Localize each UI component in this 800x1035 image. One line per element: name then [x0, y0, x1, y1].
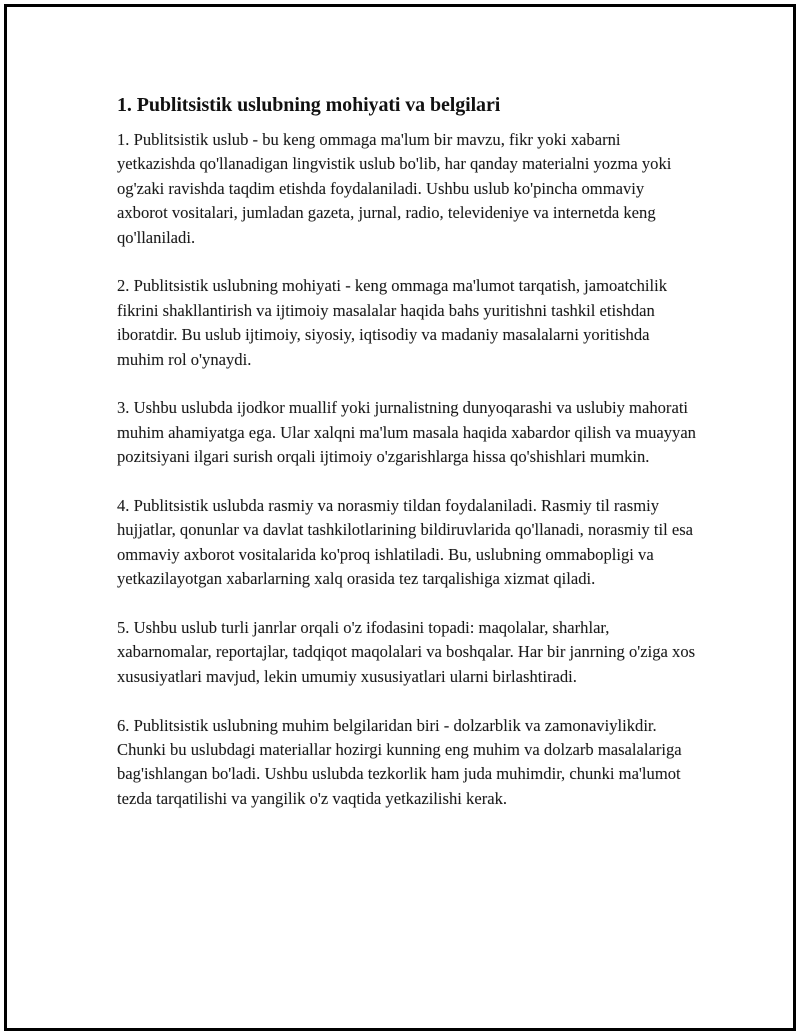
- paragraph-6: 6. Publitsistik uslubning muhim belgilaridan biri - dolzarblik va zamonaviylikdir. Chunki bu uslubdagi materiallar hozirgi kunning eng muhim va dolzarb masalalariga bag'ishlangan bo'ladi. Ushbu uslubda tezkorlik ham juda muhimdir, chunki ma'lumot tezda tarqatilishi va yangilik o'z vaqtida yetkazilishi kerak.: [117, 715, 682, 808]
- paragraph-4: 4. Publitsistik uslubda rasmiy va norasmiy tildan foydalaniladi. Rasmiy til rasmiy hujjatlar, qonunlar va davlat tashkilotlarining bildiruvlarida qo'llanadi, norasmiy til esa ommaviy axborot vositalarida ko'proq ishlatiladi. Bu, uslubning ommabopligi va yetkazilayotgan xabarlarning xalq orasida tez tarqalishiga xizmat qiladi.: [117, 496, 694, 589]
- paragraph-3: 3. Ushbu uslubda ijodkor muallif yoki jurnalistning dunyoqarashi va uslubiy mahorati muhim ahamiyatga ega. Ular xalqni ma'lum masala haqida xabardor qilish va muayyan pozitsiyani ilgari surish orqali ijtimoiy o'zgarishlarga hissa qo'shishlari mumkin.: [117, 398, 696, 467]
- paragraph-2: 2. Publitsistik uslubning mohiyati - keng ommaga ma'lumot tarqatish, jamoatchilik fikrini shakllantirish va ijtimoiy masalalar haqida bahs yuritishni tashkil etishdan iboratdir. Bu uslub ijtimoiy, siyosiy, iqtisodiy va madaniy masalalarni yoritishda muhim rol o'ynaydi.: [117, 276, 668, 369]
- paragraph-1: 1. Publitsistik uslub - bu keng ommaga ma'lum bir mavzu, fikr yoki xabarni yetkazishda qo'llanadigan lingvistik uslub bo'lib, har qanday materialni yozma yoki og'zaki ravishda taqdim etishda foydalaniladi. Ushbu uslub ko'pincha ommaviy axborot vositalari, jumladan gazeta, jurnal, radio, televideniye va internetda keng qo'llaniladi.: [117, 130, 672, 247]
- document-title: 1. Publitsistik uslubning mohiyati va belgilari: [117, 94, 501, 116]
- document-body: [117, 92, 697, 836]
- paragraph-5: 5. Ushbu uslub turli janrlar orqali o'z ifodasini topadi: maqolalar, sharhlar, xabarnomalar, reportajlar, tadqiqot maqolalari va boshqalar. Har bir janrning o'ziga xos xususiyatlari mavjud, lekin umumiy xususiyatlari ularni birlashtiradi.: [117, 618, 696, 686]
